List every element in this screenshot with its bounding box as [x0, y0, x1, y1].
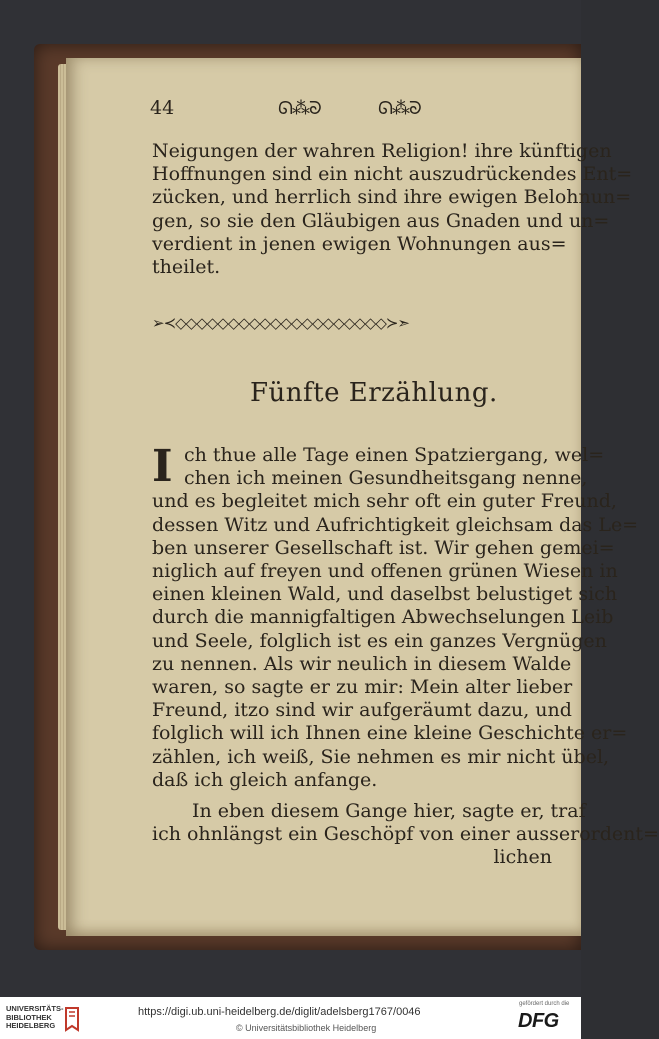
- dfg-logo[interactable]: DFG: [518, 1010, 559, 1032]
- paragraph-2: [152, 800, 659, 870]
- text-line: ich ohnlängst ein Geschöpf von einer ausserordent=: [152, 823, 659, 846]
- text-line: und Seele, folglich ist es ein ganzes Vergnügen: [152, 629, 607, 652]
- funding-caption: gefördert durch die: [519, 1001, 570, 1007]
- text-line: chen ich meinen Gesundheitsgang nenne,: [184, 467, 588, 490]
- text-line: durch die mannigfaltigen Abwechselungen Leib: [152, 606, 614, 629]
- text-line: In eben diesem Gange hier, sagte er, traf: [192, 800, 586, 822]
- library-name-line: UNIVERSITÄTS- BIBLIOTHEK HEIDELBERG: [6, 1004, 64, 1030]
- text-line: verdient in jenen ewigen Wohnungen aus=: [152, 232, 567, 255]
- text-line: daß ich gleich anfange.: [152, 768, 378, 791]
- text-line: zücken, und herrlich sind ihre ewigen Belohnun=: [152, 186, 632, 209]
- text-line: lichen: [493, 846, 552, 869]
- permalink-url[interactable]: https://digi.ub.uni-heidelberg.de/diglit/adelsberg1767/0046: [138, 1006, 421, 1018]
- paragraph-1: [152, 441, 639, 792]
- text-line: waren, so sagte er zu mir: Mein alter lieber: [152, 676, 573, 699]
- library-seal-icon: [64, 1006, 80, 1032]
- text-line: Freund, itzo sind wir aufgeräumt dazu, und: [152, 699, 572, 722]
- text-line: gen, so sie den Gläubigen aus Gnaden und un=: [152, 209, 610, 232]
- viewer-footer: [0, 997, 581, 1039]
- top-paragraph: [152, 140, 633, 279]
- header-ornament-right: ᘏ⁂ᘐ: [378, 98, 421, 119]
- copyright-notice: © Universitätsbibliothek Heidelberg: [236, 1023, 377, 1033]
- text-line: Neigungen der wahren Religion! ihre künftigen: [152, 140, 612, 162]
- text-line: zählen, ich weiß, Sie nehmen es mir nicht übel,: [152, 745, 610, 768]
- text-line: zu nennen. Als wir neulich in diesem Walde: [152, 652, 572, 675]
- text-line: ben unserer Gesellschaft ist. Wir gehen gemei=: [152, 536, 615, 559]
- text-line: Hoffnungen sind ein nicht auszudrückendes Ent=: [152, 163, 633, 186]
- text-line: ch thue alle Tage einen Spatziergang, wel=: [184, 444, 605, 466]
- drop-cap: I: [152, 441, 173, 492]
- page-number: 44: [150, 97, 175, 119]
- text-line: folglich will ich Ihnen eine kleine Geschichte er=: [152, 722, 628, 745]
- text-line: und es begleitet mich sehr oft ein guter Freund,: [152, 490, 617, 513]
- header-ornament-left: ᘏ⁂ᘐ: [278, 98, 321, 119]
- section-divider: ➢≺◇◇◇◇◇◇◇◇◇◇◇◇◇◇◇◇◇◇◇◇≻➣: [152, 314, 409, 332]
- text-line: dessen Witz und Aufrichtigkeit gleichsam das Le=: [152, 513, 639, 536]
- text-line: theilet.: [152, 256, 221, 279]
- text-line: einen kleinen Wald, und daselbst belustiget sich: [152, 583, 618, 606]
- library-name: [6, 1005, 64, 1031]
- library-logo[interactable]: [6, 1004, 136, 1034]
- chapter-title: Fünfte Erzählung.: [250, 378, 498, 408]
- text-line: niglich auf freyen und offenen grünen Wiesen in: [152, 560, 618, 583]
